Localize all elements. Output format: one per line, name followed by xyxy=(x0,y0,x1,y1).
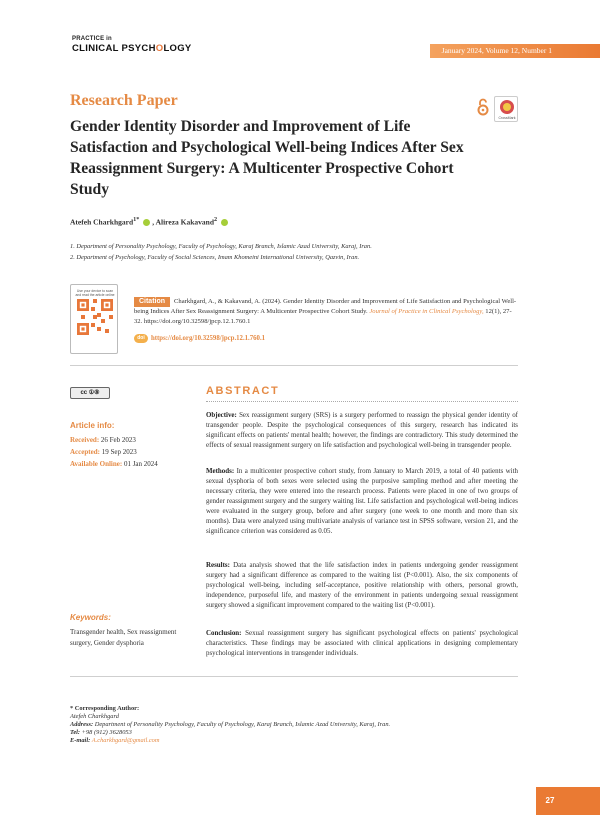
journal-logo-part: LOGY xyxy=(163,43,192,54)
corr-address: Department of Personality Psychology, Faculty of Psychology, Karaj Branch, Islamic Azad University, Karaj, Iran. xyxy=(94,721,391,728)
abstract-conclusion: Conclusion: Sexual reassignment surgery has significant psychological effects on patients' psychological characteristics. These findings may be associated with clinical applications in designing complementary psychological interventions in transgender individuals. xyxy=(206,629,519,657)
online-date: Available Online: 01 Jan 2024 xyxy=(70,460,158,468)
author-sup: 1* xyxy=(133,216,140,223)
crossmark-label: CrossMark xyxy=(498,116,516,120)
citation-body: Charkhgard, A., & Kakavand, A. (2024). Gender Identity Disorder and Improvement of Life Satisfaction and Psychological Well-being Indices After Sex Reassignment Surgery: A Multicenter Prospective Cohort Study. xyxy=(134,298,517,315)
abstract-methods: Methods: In a multicenter prospective cohort study, from January to March 2019, a total of 40 patients with sexual dysphoria of both sexes were selected using the purposive sampling method and after meeting the necessary criteria, they were entered into the research process. Patients were placed in one of two groups of gender reassignment surgery and the surgery waiting list. Life satisfaction and psychological well-being indices were evaluated in the surgery group, before and after surgery (one week to one month and more than six months). Data were analyzed using multivariate analysis of variance test in SPSS software, version 21, and the significance criterion was considered as 0.05. xyxy=(206,467,518,535)
corr-tel: +98 (912) 3628053 xyxy=(81,729,132,736)
abstract-rule xyxy=(206,401,518,402)
author-name: Alireza Kakavand xyxy=(155,217,215,227)
doi-icon: doi xyxy=(134,334,148,343)
accepted-date: Accepted: 19 Sep 2023 xyxy=(70,448,137,456)
corr-heading: * Corresponding Author: xyxy=(70,705,140,712)
received-date: Received: 26 Feb 2023 xyxy=(70,436,136,444)
journal-logo-top: PRACTICE in xyxy=(72,36,112,42)
author-name: Atefeh Charkhgard xyxy=(70,217,134,227)
section-label: Research Paper xyxy=(70,92,178,109)
article-title: Gender Identity Disorder and Improvement of Life Satisfaction and Psychological Well-being Indices After Sex Reassignment Surgery: A Multicenter Prospective Cohort Study xyxy=(70,118,464,198)
journal-logo-part: CLINICAL PSYCH xyxy=(72,43,156,54)
corr-tel-label: Tel: xyxy=(70,729,81,736)
qr-code-icon[interactable] xyxy=(70,284,118,354)
authors: Atefeh Charkhgard$^{1*}$ , Alireza Kakavand$^2$ xyxy=(70,216,230,227)
corr-email-label: E-mail: xyxy=(70,737,91,744)
citation-journal: Journal of Practice in Clinical Psychology, xyxy=(369,308,484,315)
journal-logo xyxy=(72,43,192,54)
qr-caption: Use your device to scan and read the article online xyxy=(75,289,115,297)
orcid-icon[interactable] xyxy=(221,219,228,226)
abstract-heading: ABSTRACT xyxy=(206,385,280,397)
citation-tail: 12(1), 27-32. https://doi.org/10.32598/jpcp.12.1.760.1 xyxy=(134,308,512,325)
keywords-heading: Keywords: xyxy=(70,613,111,622)
corr-name: Atefeh Charkhgard xyxy=(70,713,119,720)
corr-address-label: Address: xyxy=(70,721,94,728)
creative-commons-icon[interactable]: cc ①⑧ xyxy=(70,387,110,399)
article-info-heading: Article info: xyxy=(70,421,115,430)
doi-url: https://doi.org/10.32598/jpcp.12.1.760.1 xyxy=(151,335,266,343)
orcid-icon[interactable] xyxy=(143,219,150,226)
corr-email[interactable]: A.charkhgard@gmail.com xyxy=(91,737,160,744)
journal-logo-accent: O xyxy=(155,43,164,54)
divider xyxy=(70,676,518,677)
abstract-objective: Objective: Sex reassignment surgery (SRS) is a surgery performed to reassign the physical gender identity of transgender people. Despite the psychological consequences of this surgery, research has indicated its significant effects on patients' mental health; however, the findings are contradictory. This study determined the effects of sexual reassignment surgery on life satisfaction and psychological well-being in transgender people. xyxy=(206,411,518,449)
author-sup: 2 xyxy=(214,216,218,223)
affiliation: 1. Department of Personality Psychology, Faculty of Psychology, Karaj Branch, Islamic Azad University, Karaj, Iran. xyxy=(70,243,372,250)
issue-info: January 2024, Volume 12, Number 1 xyxy=(441,46,552,55)
citation-tag: Citation xyxy=(134,297,170,307)
citation-text xyxy=(134,297,518,327)
page-number: 27 xyxy=(545,796,555,805)
doi-link[interactable] xyxy=(134,334,265,343)
corresponding-author xyxy=(70,705,518,745)
affiliation: 2. Department of Psychology, Faculty of Social Sciences, Imam Khomeini International University, Qazvin, Iran. xyxy=(70,254,360,261)
abstract-results: Results: Data analysis showed that the life satisfaction index in patients undergoing gender reassignment surgery had a significant difference as compared to the waiting list (P<0.001). Also, the six components of psychological well-being, including self-acceptance, positive relationship with others, personal growth, independence, purposeful life, and mastery of the environment in patients undergoing sexual reassignment surgery showed a significant improvement compared to the waiting list (P<0.001). xyxy=(206,561,519,609)
open-access-icon xyxy=(476,98,490,116)
divider xyxy=(70,365,518,366)
keywords-text: Transgender health, Sex reassignment surgery, Gender dysphoria xyxy=(70,628,177,647)
crossmark-icon[interactable] xyxy=(494,96,518,122)
